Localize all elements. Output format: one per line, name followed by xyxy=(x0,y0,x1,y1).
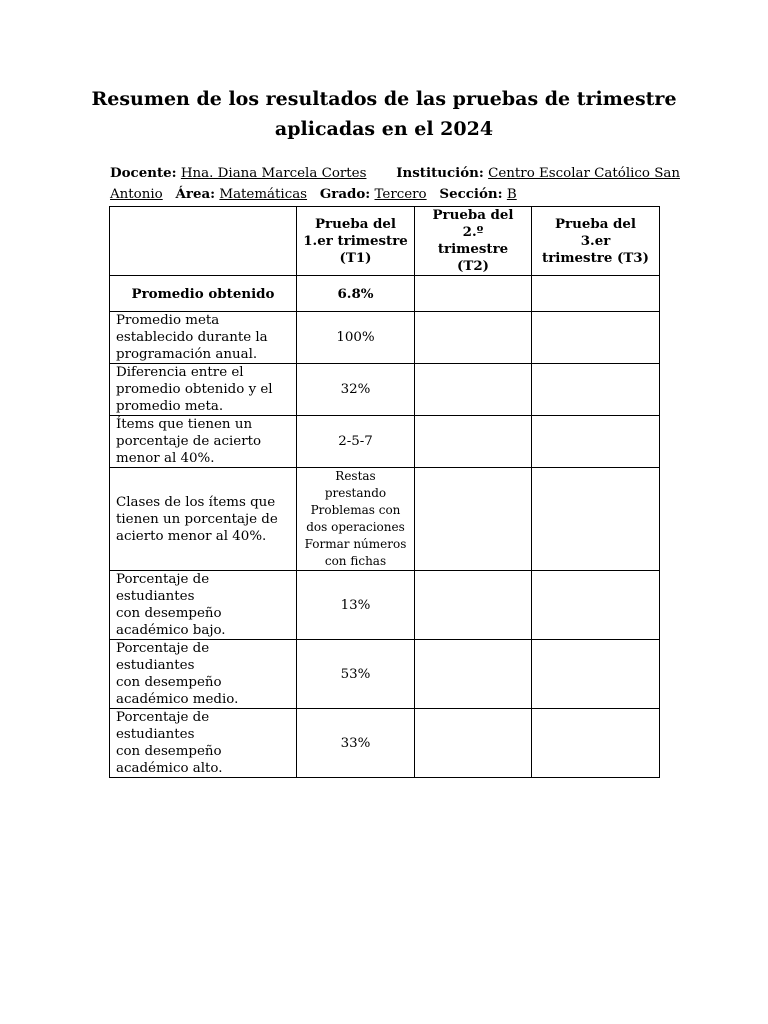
row-label-cell-line: Diferencia entre el xyxy=(116,365,244,380)
t2-value-cell xyxy=(415,468,532,571)
area-value: Matemáticas xyxy=(219,187,308,202)
row-label-cell-line: académico medio. xyxy=(116,692,239,707)
title-line-2: aplicadas en el 2024 xyxy=(274,118,494,140)
t1-value-cell xyxy=(297,276,415,312)
row-label-cell xyxy=(110,312,297,364)
header-t1-line: 1.er trimestre xyxy=(303,232,408,249)
t3-value-cell xyxy=(532,364,660,416)
meta-line-2 xyxy=(110,184,670,205)
header-t3-line: trimestre (T3) xyxy=(542,249,649,266)
row-label-cell-line: Porcentaje de estudiantes xyxy=(116,572,210,604)
header-t2-line: Prueba del 2.º xyxy=(432,207,514,240)
t1-value-cell-line: dos operaciones xyxy=(306,520,405,534)
t1-value-cell xyxy=(297,468,415,571)
row-label-cell xyxy=(110,364,297,416)
row-label-cell xyxy=(110,571,297,640)
row-label-cell-line: Ítems que tienen un xyxy=(116,417,253,432)
t1-value-cell-line: 13% xyxy=(340,597,371,613)
row-label-cell xyxy=(110,709,297,778)
table-row xyxy=(110,571,660,640)
header-t1 xyxy=(297,207,415,276)
title-line-1: Resumen de los resultados de las pruebas de trimestre xyxy=(91,88,677,110)
t1-value-cell-line: Restas xyxy=(335,469,376,483)
t1-value-cell xyxy=(297,640,415,709)
row-label-cell-line: Porcentaje de estudiantes xyxy=(116,710,210,742)
t3-value-cell xyxy=(532,640,660,709)
t1-value-cell xyxy=(297,312,415,364)
t1-value-cell-line: 2-5-7 xyxy=(338,434,373,449)
results-table xyxy=(109,206,660,778)
area-label: Área: xyxy=(175,186,216,202)
header-t1-line: (T1) xyxy=(339,249,372,266)
row-label-cell-line: acierto menor al 40%. xyxy=(116,528,267,544)
t3-value-cell xyxy=(532,709,660,778)
t1-value-cell-line: 6.8% xyxy=(337,285,374,302)
t1-value-cell-line: 32% xyxy=(340,382,371,397)
document-title xyxy=(60,84,708,144)
header-t3-line: Prueba del 3.er xyxy=(554,215,637,249)
docente-value: Hna. Diana Marcela Cortes xyxy=(180,166,367,181)
header-t1-line: Prueba del xyxy=(314,215,397,232)
institucion-value-1: Centro Escolar Católico San xyxy=(488,166,680,181)
row-label-cell-line: menor al 40%. xyxy=(116,451,215,466)
t1-value-cell xyxy=(297,709,415,778)
row-label-cell xyxy=(110,640,297,709)
meta-line-1 xyxy=(110,163,680,184)
t1-value-cell-line: con fichas xyxy=(324,554,387,568)
row-label-cell-line: promedio meta. xyxy=(116,399,224,414)
header-t2 xyxy=(415,207,532,276)
table-row xyxy=(110,312,660,364)
table-row xyxy=(110,640,660,709)
t3-value-cell xyxy=(532,468,660,571)
row-label-cell-line: académico bajo. xyxy=(116,623,226,638)
t1-value-cell-line: Problemas con xyxy=(310,503,401,517)
t3-value-cell xyxy=(532,276,660,312)
t1-value-cell-line: 100% xyxy=(336,330,375,345)
row-label-cell-line: Promedio obtenido xyxy=(131,285,275,302)
t2-value-cell xyxy=(415,709,532,778)
t2-value-cell xyxy=(415,416,532,468)
grado-label: Grado: xyxy=(319,186,371,202)
t2-value-cell xyxy=(415,364,532,416)
table-row xyxy=(110,709,660,778)
row-label-cell-line: con desempeño xyxy=(116,744,222,759)
t1-value-cell xyxy=(297,364,415,416)
t1-value-cell-line: 53% xyxy=(340,666,371,682)
row-label-cell-line: Clases de los ítems que xyxy=(116,494,276,510)
t1-value-cell xyxy=(297,416,415,468)
table-row xyxy=(110,468,660,571)
t2-value-cell xyxy=(415,640,532,709)
row-label-cell xyxy=(110,416,297,468)
row-label-cell xyxy=(110,468,297,571)
header-t3 xyxy=(532,207,660,276)
row-label-cell xyxy=(110,276,297,312)
t2-value-cell xyxy=(415,312,532,364)
t3-value-cell xyxy=(532,571,660,640)
row-label-cell-line: porcentaje de acierto xyxy=(116,434,262,449)
header-t2-line: trimestre (T2) xyxy=(437,241,509,274)
institucion-value-2: Antonio xyxy=(110,187,163,202)
document-meta xyxy=(110,163,680,205)
row-label-cell-line: Porcentaje de estudiantes xyxy=(116,641,210,673)
docente-label: Docente: xyxy=(110,165,177,181)
table-row xyxy=(110,276,660,312)
table-header-row xyxy=(110,207,660,276)
grado-value: Tercero xyxy=(374,187,427,202)
row-label-cell-line: tienen un porcentaje de xyxy=(116,511,278,527)
t1-value-cell-line: Formar números xyxy=(304,537,407,551)
table-row xyxy=(110,416,660,468)
t3-value-cell xyxy=(532,312,660,364)
row-label-cell-line: con desempeño xyxy=(116,675,222,690)
t1-value-cell xyxy=(297,571,415,640)
t2-value-cell xyxy=(415,571,532,640)
t2-value-cell xyxy=(415,276,532,312)
seccion-value: B xyxy=(506,187,517,202)
row-label-cell-line: con desempeño xyxy=(116,606,222,621)
institucion-label: Institución: xyxy=(396,165,484,181)
row-label-cell-line: Promedio meta xyxy=(116,313,220,328)
row-label-cell-line: establecido durante la xyxy=(116,330,268,345)
header-empty-cell xyxy=(110,207,297,276)
seccion-label: Sección: xyxy=(439,186,503,202)
t1-value-cell-line: 33% xyxy=(340,735,371,751)
row-label-cell-line: promedio obtenido y el xyxy=(116,382,273,397)
row-label-cell-line: programación anual. xyxy=(116,347,258,362)
t3-value-cell xyxy=(532,416,660,468)
t1-value-cell-line: prestando xyxy=(324,486,387,500)
table-row xyxy=(110,364,660,416)
row-label-cell-line: académico alto. xyxy=(116,761,223,776)
